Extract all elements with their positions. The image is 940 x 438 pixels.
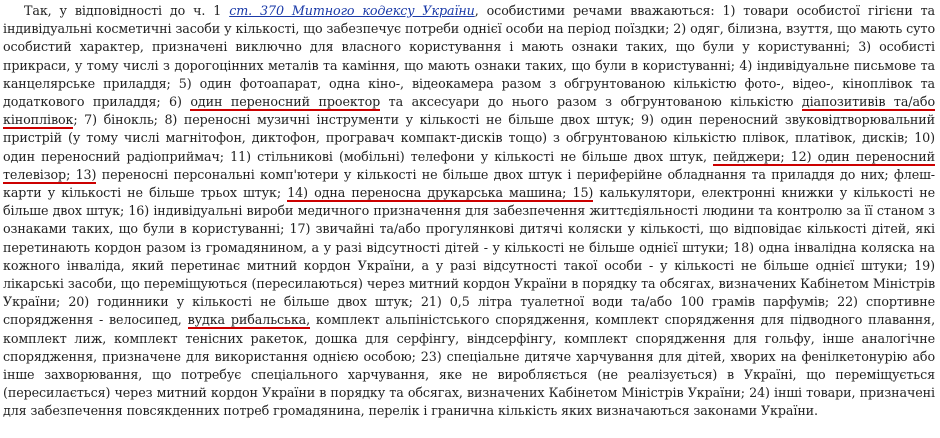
customs-code-link[interactable]: ст. 370 Митного кодексу України [229,3,475,18]
paragraph-text-4: ; 7) бінокль; 8) переносні музичні інструменти у кількості не більше двох штук; 9) один переносний звуковідтворювальний пристрій (у тому числі магнітофон, диктофон, програвач компакт-дисків тощо) з обгрунтованою кількістю плівок, платівок, дисків; 10) один переносний радіоприймач; 11) стільникові (мобільні) телефони у кількості не більше двох штук, [3,112,935,164]
paragraph-text-7: комплект альпіністського спорядження, комплект спорядження для підводного плавання, комплект лиж, комплект тенісних ракеток, дошка для серфінгу, віндсерфінгу, комплект спорядження для гольфу, інше аналогічне спорядження, призначене для використання однією особою; 23) спеціальне дитяче харчування для дітей, хворих на фенілкетонурію або інше захворювання, що потребує спеціального харчування, яке не виробляється (не реалізується) в Україні, що переміщується (пересилається) через митний кордон України в порядку та обсягах, визначених Кабінетом Міністрів України; 24) інші товари, призначені для забезпечення повсякденних потреб громадянина, перелік і гранична кількість яких визначаються законами України. [3,312,936,419]
paragraph-text-5: переносні персональні комп'ютери у кількості не більше двох штук і периферійне обладнання та приладдя до них; флеш-карти у кількості не більше трьох штук; [3,166,935,201]
paragraph-text-6: калькулятори, електронні книжки у кількості не більше двох штук; 16) індивідуальні вироби медичного призначення для забезпечення життєдіяльності людини та контролю за її станом з ознаками таких, що були в користуванні; 17) звичайні та/або прогулянкові дитячі коляски у кількості, що відповідає кількості дітей, які перетинають кордон разом із громадянином, а у разі відсутності дітей - у кількості не більше однієї штуки; 18) одна інвалідна коляска на кожного інваліда, який перетинає митний кордон України, а у разі відсутності такої особи - у кількості не більше однієї штуки; 19) лікарські засоби, що переміщуються (пересилаються) через митний кордон України в порядку та обсягах, визначених Кабінетом Міністрів України; 20) годинники у кількості не більше двох штук; 21) 0,5 літра туалетної води та/або 100 грамів парфумів; 22) спортивне спорядження - велосипед, [3,185,935,328]
red-underline-projector: один переносний проектор [190,94,381,110]
red-underline-slides: діапозитивів та/або кіноплівок [3,94,936,128]
red-underline-typewriter: 14) одна переносна друкарська машина; 15) [287,185,594,201]
document-paragraph [3,2,935,421]
red-underline-fishing-rod: вудка рибальська, [187,312,311,328]
paragraph-text-2: , особистими речами вважаються: 1) товари особистої гігієни та індивідуальні косметичні засоби у кількості, що забезпечує потреби однієї особи на період поїздки; 2) одяг, білизна, взуття, що мають суто особистий характер, призначені виключно для власного користування і мають ознаки таких, що були у користуванні; 3) особисті прикраси, у тому числі з дорогоцінних металів та каміння, що мають ознаки таких, що були в користуванні; 4) індивідуальне письмове та канцелярське приладдя; 5) один фотоапарат, одна кіно-, відеокамера разом з обгрунтованою кількістю фото-, відео-, кіноплівок та додаткового приладдя; 6) [3,3,936,110]
paragraph-text-1: Так, у відповідності до ч. 1 [24,3,230,18]
paragraph-text-3: та аксесуари до нього разом з обгрунтованою кількістю [380,94,802,110]
red-underline-pagers-tv: пейджери; 12) один переносний телевізор; 13) [3,148,935,182]
